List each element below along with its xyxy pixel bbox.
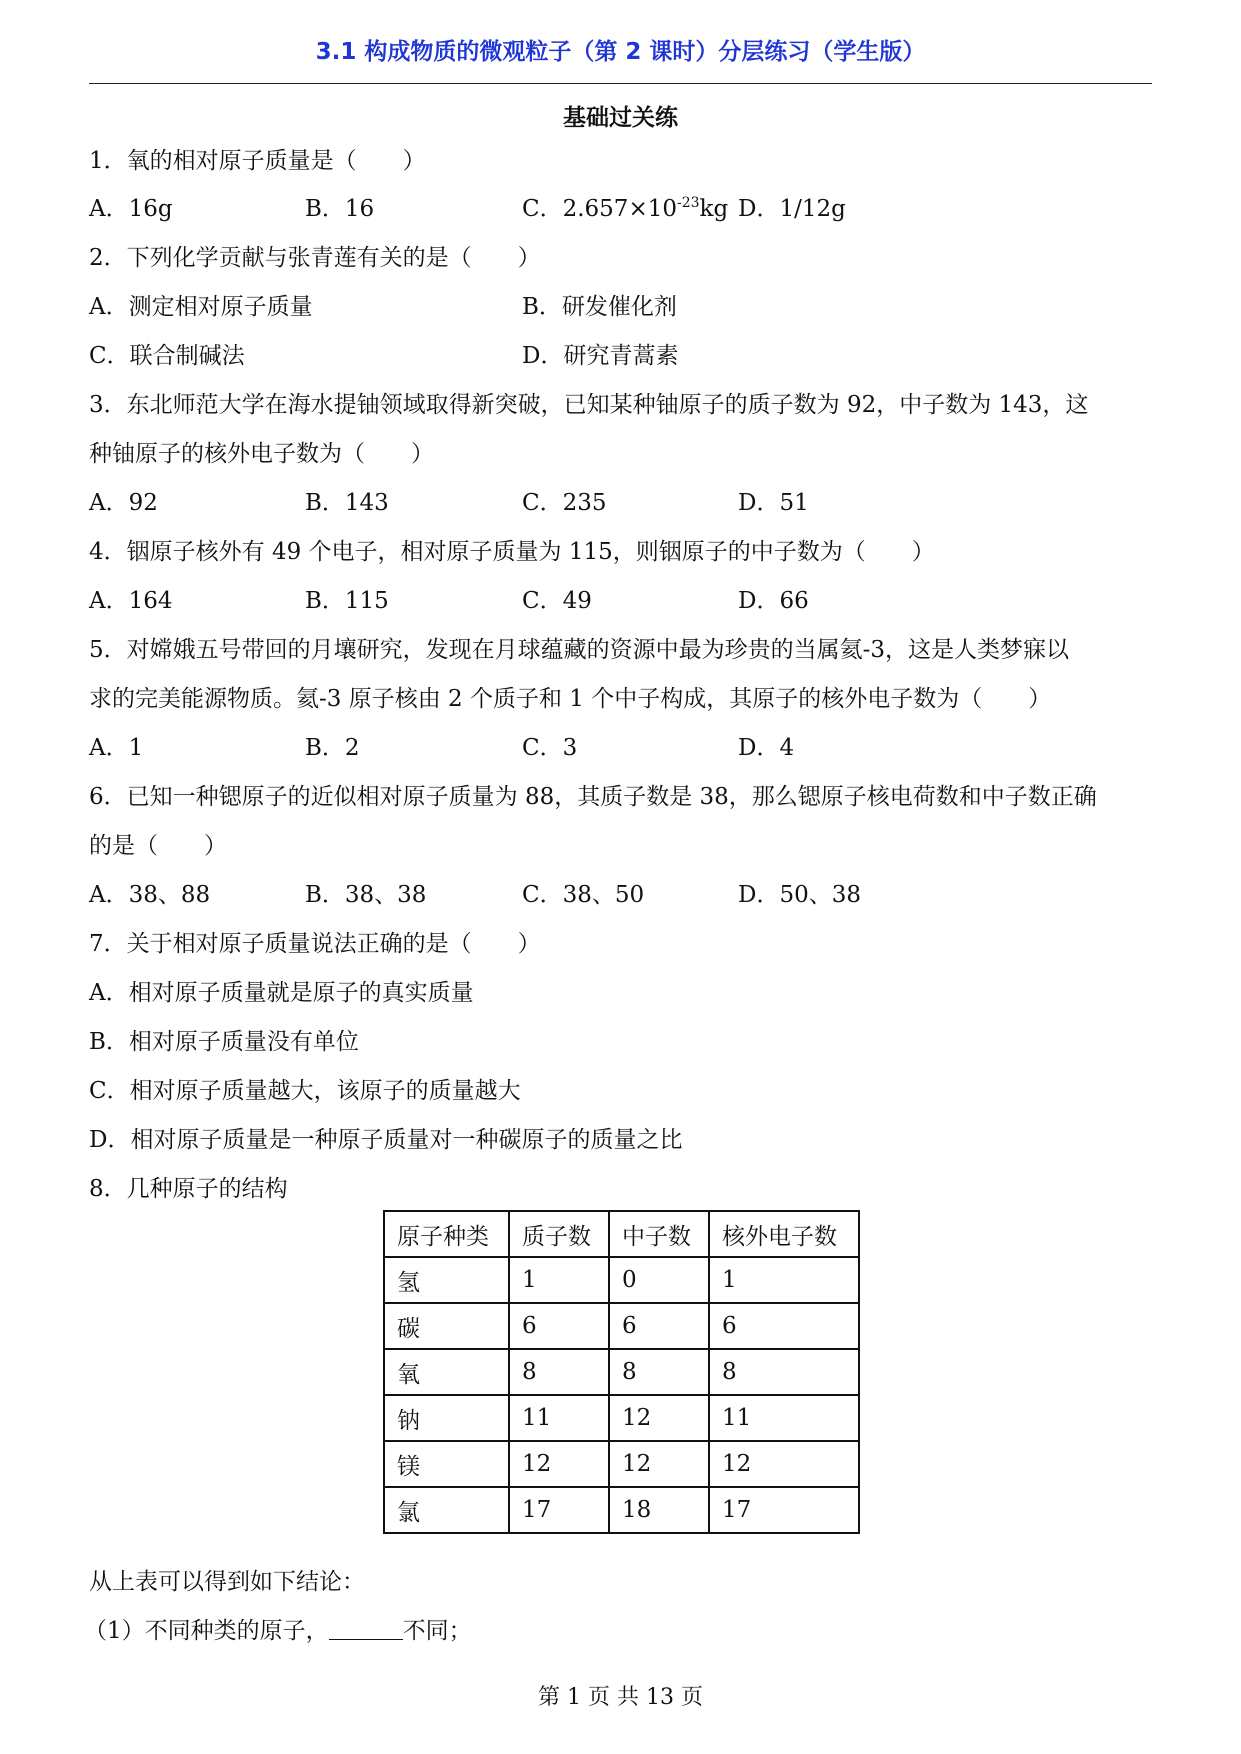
conclusion-item-1-prefix: （1）不同种类的原子，	[84, 1618, 329, 1644]
table-row	[384, 1395, 859, 1441]
table-row	[384, 1487, 859, 1533]
q6-option-c: C．38、50	[522, 882, 645, 908]
q2-option-c: C．联合制碱法	[89, 343, 245, 369]
table-cell: 11	[509, 1395, 609, 1441]
q1-option-c-unit: kg	[699, 196, 729, 222]
table-cell: 6	[509, 1303, 609, 1349]
q4-option-b: B．115	[305, 588, 389, 614]
section-title: 基础过关练	[563, 105, 678, 131]
q3-option-d: D．51	[738, 490, 809, 516]
question-6-stem-line2: 的是（ ）	[89, 833, 227, 859]
table-header-cell: 中子数	[609, 1211, 709, 1257]
q1-option-c	[522, 194, 728, 224]
q5-option-d: D．4	[738, 735, 795, 761]
question-5-stem-line1: 5．对嫦娥五号带回的月壤研究，发现在月球蕴藏的资源中最为珍贵的当属氦-3，这是人类梦寐以	[89, 637, 1070, 663]
conclusion-intro: 从上表可以得到如下结论：	[89, 1569, 365, 1595]
q2-option-d: D．研究青蒿素	[522, 343, 679, 369]
conclusion-item-1-suffix: 不同；	[402, 1618, 472, 1644]
q6-option-a: A．38、88	[89, 882, 211, 908]
table-row	[384, 1303, 859, 1349]
table-cell: 12	[509, 1441, 609, 1487]
header-divider	[89, 83, 1152, 84]
q2-option-a: A．测定相对原子质量	[89, 294, 313, 320]
table-cell: 6	[609, 1303, 709, 1349]
q4-option-a: A．164	[89, 588, 173, 614]
table-cell: 氧	[384, 1349, 509, 1395]
table-header-row	[384, 1211, 859, 1257]
table-cell: 氢	[384, 1257, 509, 1303]
q3-option-a: A．92	[89, 490, 158, 516]
question-5-stem-line2: 求的完美能源物质。氦-3 原子核由 2 个质子和 1 个中子构成，其原子的核外电子数为（ ）	[89, 686, 1052, 712]
table-cell: 镁	[384, 1441, 509, 1487]
q5-option-b: B．2	[305, 735, 360, 761]
conclusion-item-1	[84, 1616, 472, 1646]
question-3-stem-line2: 种铀原子的核外电子数为（ ）	[89, 441, 434, 467]
q1-option-a: A．16g	[89, 196, 173, 222]
q3-option-b: B．143	[305, 490, 389, 516]
table-cell: 12	[609, 1395, 709, 1441]
question-1-stem: 1．氧的相对原子质量是（ ）	[89, 148, 426, 174]
question-6-stem-line1: 6．已知一种锶原子的近似相对原子质量为 88，其质子数是 38，那么锶原子核电荷数和中子数正确	[89, 784, 1097, 810]
question-4-stem: 4．铟原子核外有 49 个电子，相对原子质量为 115，则铟原子的中子数为（ ）	[89, 539, 935, 565]
q6-option-b: B．38、38	[305, 882, 427, 908]
table-row	[384, 1441, 859, 1487]
q1-option-d: D．1/12g	[738, 196, 846, 222]
table-cell: 12	[609, 1441, 709, 1487]
q7-option-c: C．相对原子质量越大，该原子的质量越大	[89, 1078, 521, 1104]
q7-option-b: B．相对原子质量没有单位	[89, 1029, 359, 1055]
table-header-cell: 核外电子数	[709, 1211, 859, 1257]
table-cell: 8	[509, 1349, 609, 1395]
table-cell: 6	[709, 1303, 859, 1349]
answer-blank[interactable]	[329, 1617, 403, 1640]
q2-option-b: B．研发催化剂	[522, 294, 677, 320]
table-header-cell: 原子种类	[384, 1211, 509, 1257]
q1-option-c-exponent: -23	[676, 195, 700, 211]
page-footer: 第 1 页 共 13 页	[538, 1685, 703, 1710]
question-7-stem: 7．关于相对原子质量说法正确的是（ ）	[89, 931, 541, 957]
table-cell: 12	[709, 1441, 859, 1487]
atom-structure-table	[383, 1210, 860, 1534]
q5-option-a: A．1	[89, 735, 144, 761]
table-cell: 碳	[384, 1303, 509, 1349]
q7-option-a: A．相对原子质量就是原子的真实质量	[89, 980, 474, 1006]
table-cell: 11	[709, 1395, 859, 1441]
q6-option-d: D．50、38	[738, 882, 861, 908]
table-cell: 氯	[384, 1487, 509, 1533]
q1-option-c-base: C．2.657×10	[522, 196, 677, 222]
table-cell: 钠	[384, 1395, 509, 1441]
table-cell: 17	[509, 1487, 609, 1533]
question-8-stem: 8．几种原子的结构	[89, 1176, 288, 1202]
page-header-title: 3.1 构成物质的微观粒子（第 2 课时）分层练习（学生版）	[315, 39, 926, 65]
q1-option-b: B．16	[305, 196, 375, 222]
table-cell: 17	[709, 1487, 859, 1533]
question-2-stem: 2．下列化学贡献与张青莲有关的是（ ）	[89, 245, 541, 271]
q4-option-c: C．49	[522, 588, 592, 614]
q5-option-c: C．3	[522, 735, 578, 761]
q7-option-d: D．相对原子质量是一种原子质量对一种碳原子的质量之比	[89, 1127, 683, 1153]
q3-option-c: C．235	[522, 490, 607, 516]
table-cell: 18	[609, 1487, 709, 1533]
table-cell: 8	[709, 1349, 859, 1395]
question-3-stem-line1: 3．东北师范大学在海水提铀领域取得新突破，已知某种铀原子的质子数为 92，中子数为 143，这	[89, 392, 1089, 418]
q4-option-d: D．66	[738, 588, 809, 614]
table-row	[384, 1349, 859, 1395]
table-cell: 1	[509, 1257, 609, 1303]
table-header-cell: 质子数	[509, 1211, 609, 1257]
table-cell: 1	[709, 1257, 859, 1303]
table-cell: 8	[609, 1349, 709, 1395]
table-cell: 0	[609, 1257, 709, 1303]
table-row	[384, 1257, 859, 1303]
